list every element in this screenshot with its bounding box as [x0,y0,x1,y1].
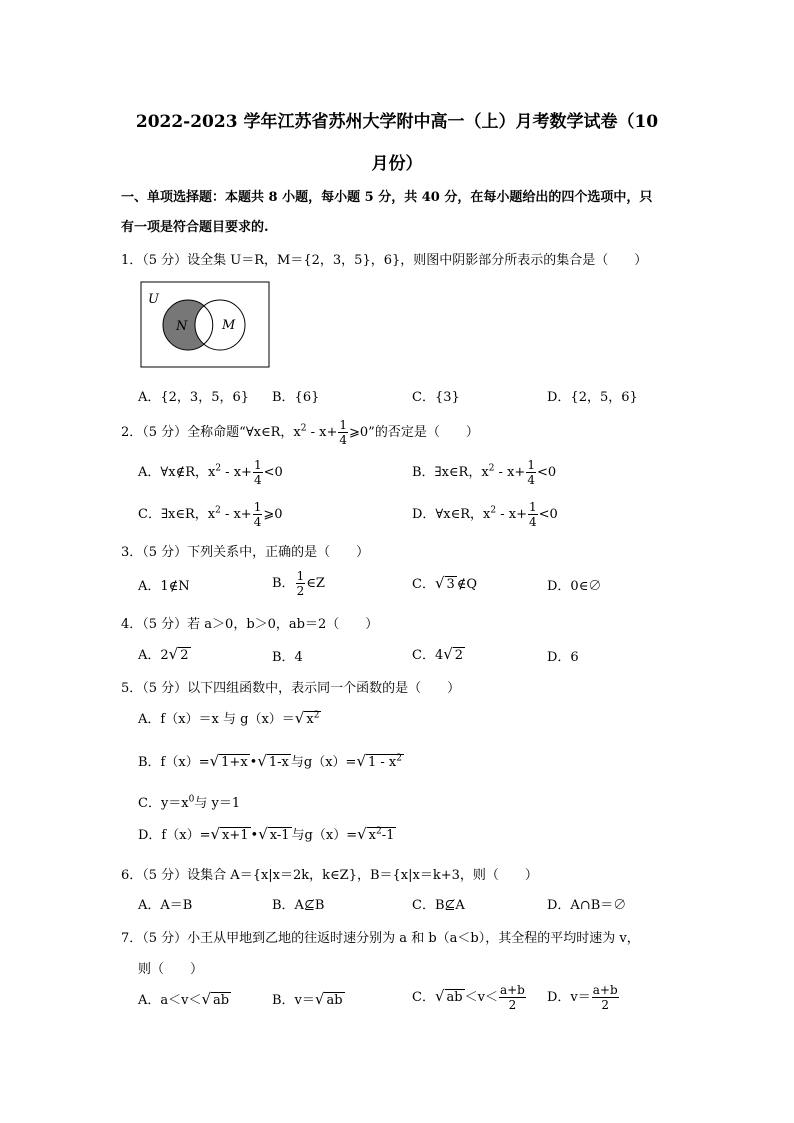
venn-set-m [195,300,245,350]
q1-option-d[interactable]: D．{2，5，6} [547,390,638,405]
question-2-stem [121,418,479,447]
question-5-stem: 5．（5 分）以下四组函数中，表示同一个函数的是（ ） [121,681,461,696]
q2-prefix: 2．（5 分）全称命题“∀x∈R，x [121,425,301,440]
q3-option-d[interactable]: D．0∈∅ [547,579,602,594]
q7-option-c[interactable]: C．√ ab ＜v＜ $\frac{a+b}{2}$ [412,983,525,1012]
venn-label-n: N [176,319,188,334]
q3-option-a[interactable]: A．1∉N [138,579,190,594]
paper-title-line2: 月份） [371,154,423,174]
q2-sup: 2 [300,423,307,434]
q3-option-b[interactable]: B． $\frac{1}{2}$ ∈Z [272,569,325,598]
q5-option-a[interactable]: A．f（x）＝x 与 g（x）＝√ $x^2$ [138,709,320,727]
venn-label-u: U [148,292,159,307]
q5-option-b[interactable]: B．f（x）=√ 1+x •√ 1-x 与g（x）=√ $1 - x^2$ [138,752,402,770]
question-3-stem: 3．（5 分）下列关系中，正确的是（ ） [121,545,370,560]
q2-mid: - x+ [306,425,338,440]
q7-option-d[interactable]: D．v＝ $\frac{a+b}{2}$ [547,983,618,1012]
question-1-stem: 1．（5 分）设全集 U＝R，M＝{2，3，5}，6}，则图中阴影部分所表示的集合是（ ） [121,253,648,268]
q5-option-d[interactable]: D．f（x）=√ x+1 •√ x-1 与g（x）=√ $x^2-1$ [138,825,395,843]
q6-option-c[interactable]: C．B⊈A [412,898,465,913]
question-6-stem: 6．（5 分）设集合 A＝{x|x＝2k，k∈Z}，B＝{x|x＝k+3，则（ ） [121,868,538,883]
q4-option-b[interactable]: B．4 [272,650,303,665]
q2-suffix: ⩾0”的否定是（ ） [349,425,479,440]
q2-option-a[interactable]: A．∀x∉R，$x^2 - x+$ $\frac{1}{4}$ <0 [138,458,283,487]
q5-option-c[interactable]: C．$y=x^0$与 y＝1 [138,794,241,811]
q1-option-a[interactable]: A．{2，3，5，6} [138,390,250,405]
section-heading-cont: 有一项是符合题目要求的. [121,220,269,235]
q6-option-b[interactable]: B．A⊈B [272,898,325,913]
q2-option-c[interactable]: C．∃x∈R，$x^2 - x+$ $\frac{1}{4}$ ⩾0 [138,500,283,529]
venn-label-m: M [222,318,236,333]
question-4-stem: 4．（5 分）若 a＞0，b＞0，ab＝2（ ） [121,617,379,632]
q4-option-c[interactable]: C．4√ 2 [412,645,464,663]
paper-title-line1: 2022-2023 学年江苏省苏州大学附中高一（上）月考数学试卷（10 [135,112,659,132]
question-7-stem: 7．（5 分）小王从甲地到乙地的往返时速分别为 a 和 b（a＜b），其全程的平均时速为 v， [121,931,640,946]
q3-option-c[interactable]: C．√ 3 ∉Q [412,574,478,592]
q6-option-a[interactable]: A．A＝B [138,898,193,913]
q4-option-a[interactable]: A．2√ 2 [138,645,189,663]
q2-option-b[interactable]: B．∃x∈R，$x^2 - x+$ $\frac{1}{4}$ <0 [412,458,557,487]
q2-option-d[interactable]: D．∀x∈R，$x^2 - x+$ $\frac{1}{4}$ <0 [412,500,558,529]
q7-option-b[interactable]: B．v＝√ ab [272,990,343,1008]
q6-option-d[interactable]: D．A∩B＝∅ [547,898,627,913]
question-7-stem-cont: 则（ ） [138,962,204,977]
q1-option-c[interactable]: C．{3} [412,390,460,405]
q1-option-b[interactable]: B．{6} [272,390,320,405]
q4-option-d[interactable]: D．6 [547,650,579,665]
q2-fraction: $\frac{1}{4}$ [339,418,348,447]
q7-option-a[interactable]: A．a＜v＜√ ab [138,990,230,1008]
venn-diagram [140,281,271,369]
section-heading: 一、单项选择题：本题共 8 小题，每小题 5 分，共 40 分，在每小题给出的四个选项中，只 [121,190,653,205]
